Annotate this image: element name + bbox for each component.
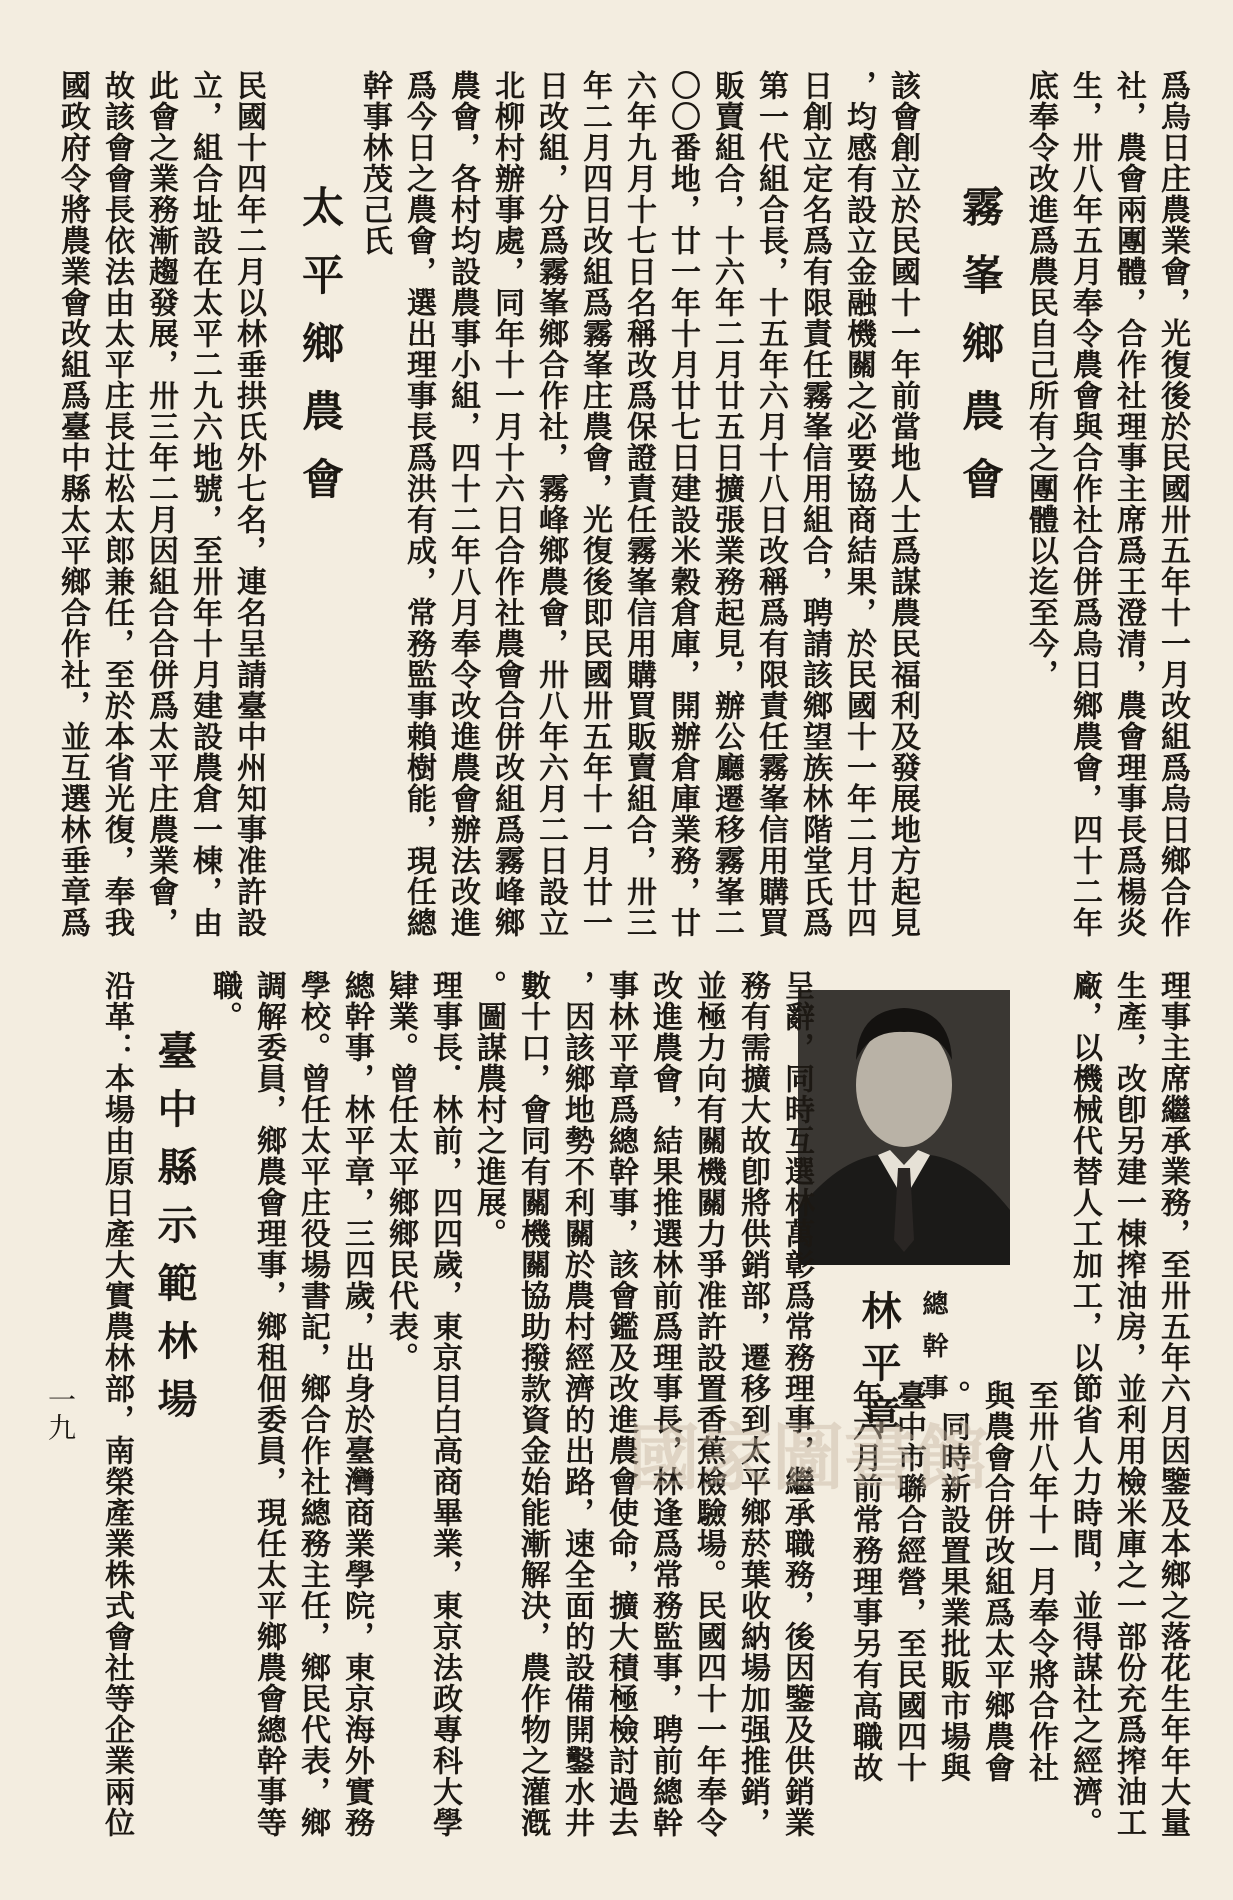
text-column: 販賣組合，十六年二月廿五日擴張業務起見，辦公廳遷移霧峯二 bbox=[709, 70, 744, 938]
text-column: 日創立定名爲有限責任霧峯信用組合，聘請該鄉望族林階堂氏爲 bbox=[797, 70, 832, 938]
text-column: 社，農會兩團體，合作社理事主席爲王澄清，農會理事長爲楊炎 bbox=[1111, 70, 1146, 938]
text-column: 數十口，會同有關機關協助撥款資金始能漸解決，農作物之灌漑 bbox=[515, 970, 550, 1838]
text-column: 生產，改卽另建一棟搾油房，並利用檢米庫之一部份充爲搾油工 bbox=[1111, 970, 1146, 1838]
text-column: 日改組，分爲霧峯鄉合作社，霧峰鄉農會，卅八年六月二日設立 bbox=[533, 70, 568, 938]
text-column: 呈辭，同時互選林萬彰爲常務理事，繼承職務，後因鑒及供銷業 bbox=[779, 970, 814, 1838]
text-column: 理事主席繼承業務，至卅五年六月因鑒及本鄉之落花生年年大量 bbox=[1155, 970, 1190, 1838]
text-column: 。圖謀農村之進展。 bbox=[471, 970, 506, 1249]
section-title-linchang: 臺中縣示範林場 bbox=[151, 1030, 198, 1436]
text-column: 國政府令將農業會改組爲臺中縣太平鄉合作社，並互選林垂章爲 bbox=[55, 70, 90, 938]
text-column: 職。 bbox=[207, 970, 242, 1032]
text-column: 爲今日之農會，選出理事長爲洪有成，常務監事賴樹能，現任總 bbox=[401, 70, 436, 938]
text-column: 並極力向有關機關力爭准許設置香蕉檢驗場。民國四十一年奉令 bbox=[691, 970, 726, 1838]
portrait-photo bbox=[798, 990, 1010, 1265]
text-column: ，因該鄉地勢不利關於農村經濟的出路，速全面的設備開鑿水井 bbox=[559, 970, 594, 1838]
text-column: 總幹事，林平章，三四歲，出身於臺灣商業學院，東京海外實務 bbox=[339, 970, 374, 1838]
text-column: 第一代組合長，十五年六月十八日改稱爲有限責任霧峯信用購買 bbox=[753, 70, 788, 938]
text-column: 學校。曾任太平庄役場書記，鄉合作社總務主任，鄉民代表，鄉 bbox=[295, 970, 330, 1838]
text-column: ，均感有設立金融機關之必要協商結果，於民國十一年二月廿四 bbox=[841, 70, 876, 938]
text-column: 沿革：本場由原日產大實農林部，南榮產業株式會社等企業兩位 bbox=[99, 970, 134, 1838]
section-title-shuifeng: 霧峯鄉農會 bbox=[956, 185, 1005, 525]
text-column: 年二月四日改組爲霧峯庄農會，光復後即民國卅五年十一月廿一 bbox=[577, 70, 612, 938]
text-column: 生，卅八年五月奉令農會與合作社合併爲烏日鄉農會，四十二年 bbox=[1067, 70, 1102, 938]
text-column: 立，組合址設在太平二九六地號，至卅年十月建設農倉一棟，由 bbox=[187, 70, 222, 938]
text-column: 務有需擴大故卽將供銷部，遷移到太平鄉菸葉收納場加强推銷， bbox=[735, 970, 770, 1838]
text-column: 。同時新設置果業批販市場與 bbox=[935, 1380, 970, 1783]
library-watermark: 國家圖書館 bbox=[628, 1415, 989, 1500]
text-column: 事林平章爲總幹事，該會鑑及改進農會使命，擴大積極檢討過去 bbox=[603, 970, 638, 1838]
text-column: 該會創立於民國十一年前當地人士爲謀農民福利及發展地方起見 bbox=[885, 70, 920, 938]
text-column: 農會，各村均設農事小組，四十二年八月奉令改進農會辦法改進 bbox=[445, 70, 480, 938]
section-title-taiping: 太平鄉農會 bbox=[296, 185, 345, 525]
caption-role: 總幹事 bbox=[918, 1290, 948, 1416]
text-column: 與農會合併改組爲太平鄉農會 bbox=[979, 1380, 1014, 1783]
text-column: 爲烏日庄農業會，光復後於民國卅五年十一月改組爲烏日鄉合作 bbox=[1155, 70, 1190, 938]
text-column: 北柳村辦事處，同年十一月十六日合作社農會合併改組爲霧峰鄉 bbox=[489, 70, 524, 938]
text-column: 此會之業務漸趨發展，卅三年二月因組合合併爲太平庄農業會， bbox=[143, 70, 178, 938]
text-column: 至卅八年十一月奉令將合作社 bbox=[1023, 1380, 1058, 1783]
text-column: 臺中市聯合經營，至民國四十 bbox=[891, 1380, 926, 1783]
text-column: 年六月前常務理事另有高職故 bbox=[847, 1380, 882, 1783]
caption-name: 林平章 bbox=[855, 1290, 902, 1446]
text-column: 肄業。曾任太平鄉鄉民代表。 bbox=[383, 970, 418, 1373]
text-column: 理事長．林前，四四歲，東京目白高商畢業，東京法政專科大學 bbox=[427, 970, 462, 1838]
page-number: 一九 bbox=[44, 1385, 77, 1441]
text-column: 〇〇番地，廿一年十月廿七日建設米穀倉庫，開辦倉庫業務，廿 bbox=[665, 70, 700, 938]
text-column: 幹事林茂己氏 bbox=[357, 70, 392, 256]
text-column: 民國十四年二月以林垂拱氏外七名，連名呈請臺中州知事准許設 bbox=[231, 70, 266, 938]
text-column: 故該會會長依法由太平庄長辻松太郎兼任，至於本省光復，奉我 bbox=[99, 70, 134, 938]
text-column: 六年九月十七日名稱改爲保證責任霧峯信用購買販賣組合，卅三 bbox=[621, 70, 656, 938]
text-column: 底奉令改進爲農民自己所有之團體以迄至今， bbox=[1023, 70, 1058, 690]
text-column: 廠，以機械代替人工加工，以節省人力時間，並得謀社之經濟。 bbox=[1067, 970, 1102, 1838]
text-column: 改進農會，結果推選林前爲理事長，林逢爲常務監事，聘前總幹 bbox=[647, 970, 682, 1838]
text-column: 調解委員，鄉農會理事，鄉租佃委員，現任太平鄉農會總幹事等 bbox=[251, 970, 286, 1838]
